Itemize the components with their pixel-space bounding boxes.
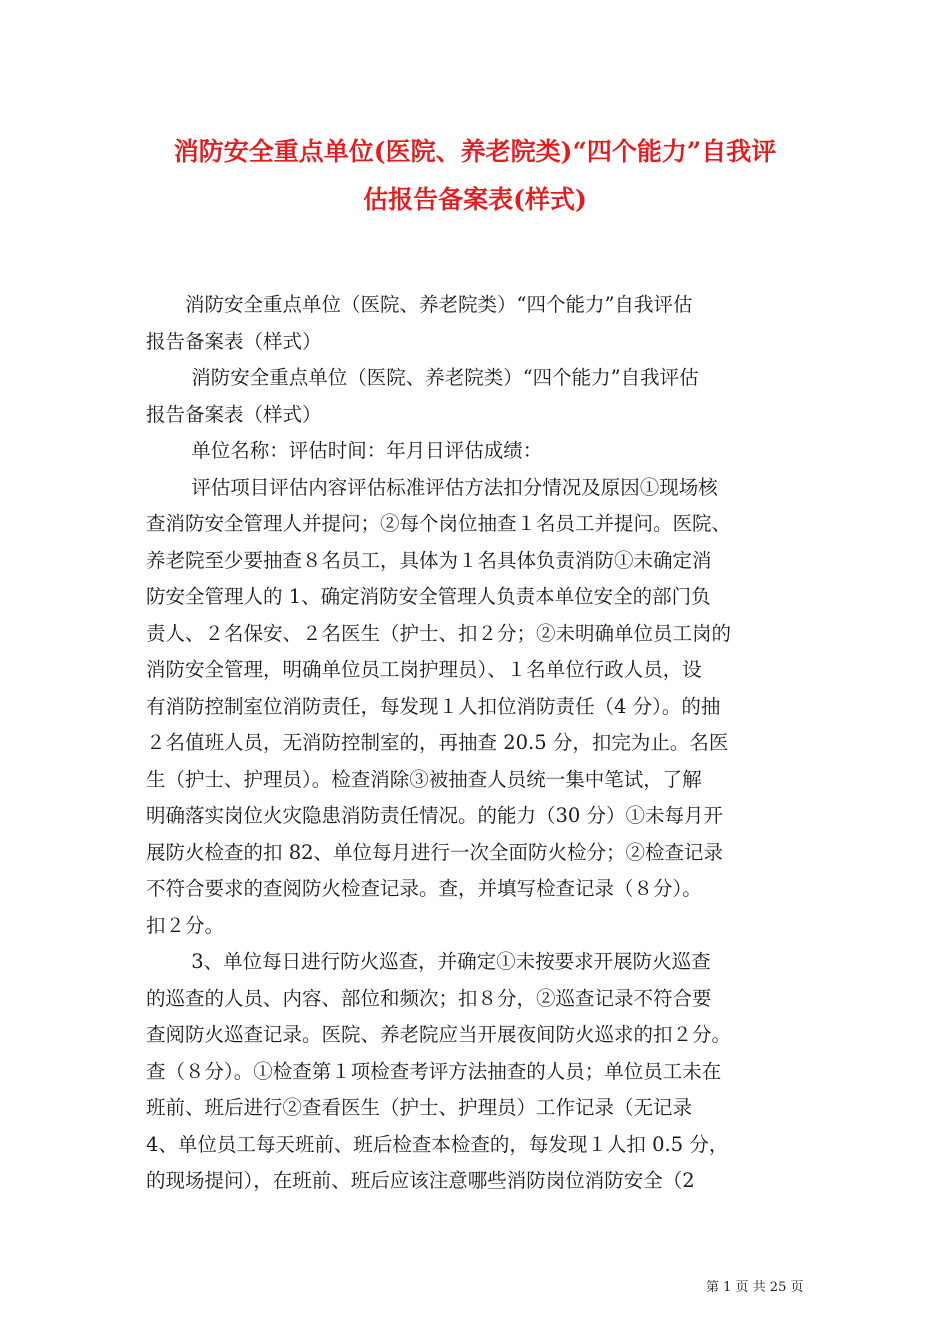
- title-line-2: 估报告备案表(样式): [363, 185, 587, 214]
- body-line: 查（８分）。①检查第１项检查考评方法抽查的人员；单位员工未在: [146, 1059, 722, 1083]
- body-line: 有消防控制室位消防责任，每发现１人扣位消防责任（4 分）。的抽: [146, 694, 721, 718]
- body-line: 防安全管理人的 1、确定消防安全管理人负责本单位安全的部门负: [146, 585, 711, 608]
- body-line: 3、单位每日进行防火巡查，并确定①未按要求开展防火巡查: [146, 950, 711, 973]
- body-line: 消防安全重点单位（医院、养老院类）“四个能力”自我评估: [146, 293, 693, 316]
- body-line: 消防安全管理，明确单位员工岗护理员）、１名单位行政人员，设: [146, 658, 702, 681]
- body-line: 查消防安全管理人并提问；②每个岗位抽查１名员工并提问。医院、: [146, 512, 732, 535]
- body-line: 扣２分。: [146, 913, 225, 937]
- body-line: 班前、班后进行②查看医生（护士、护理员）工作记录（无记录: [146, 1096, 693, 1119]
- body-line: 责人、２名保安、２名医生（护士、扣２分；②未明确单位员工岗的: [146, 621, 732, 645]
- body-line: 不符合要求的查阅防火检查记录。查，并填写检查记录（８分）。: [146, 877, 702, 900]
- body-line: 4、单位员工每天班前、班后检查本检查的，每发现１人扣 0.5 分，: [146, 1132, 729, 1156]
- body-line: 报告备案表（样式）: [146, 402, 322, 426]
- title-line-1: 消防安全重点单位(医院、养老院类)“四个能力”自我评: [173, 137, 777, 166]
- document-body: [146, 287, 810, 1200]
- body-line: 展防火检查的扣 82、单位每月进行一次全面防火检分；②检查记录: [146, 840, 724, 864]
- body-line: 消防安全重点单位（医院、养老院类）“四个能力”自我评估: [146, 366, 699, 389]
- body-line: 明确落实岗位火灾隐患消防责任情况。的能力（30 分）①未每月开: [146, 804, 724, 827]
- body-line: 的巡查的人员、内容、部位和频次；扣８分，②巡查记录不符合要: [146, 986, 712, 1010]
- body-line: 的现场提问），在班前、班后应该注意哪些消防岗位消防安全（2: [146, 1169, 695, 1192]
- body-line: ２名值班人员，无消防控制室的，再抽查 20.5 分，扣完为止。名医: [146, 731, 729, 754]
- body-line: 查阅防火巡查记录。医院、养老院应当开展夜间防火巡求的扣２分。: [146, 1023, 732, 1046]
- body-line: 单位名称：评估时间：年月日评估成绩：: [146, 439, 543, 462]
- body-line: 评估项目评估内容评估标准评估方法扣分情况及原因①现场核: [146, 475, 718, 499]
- body-line: 生（护士、护理员）。检查消除③被抽查人员统一集中笔试，了解: [146, 767, 702, 791]
- page-number: 第 1 页 共 25 页: [706, 1280, 804, 1295]
- body-line: 报告备案表（样式）: [146, 329, 322, 353]
- body-line: 养老院至少要抽查８名员工，具体为１名具体负责消防①未确定消: [146, 548, 712, 572]
- document-title: [120, 128, 830, 224]
